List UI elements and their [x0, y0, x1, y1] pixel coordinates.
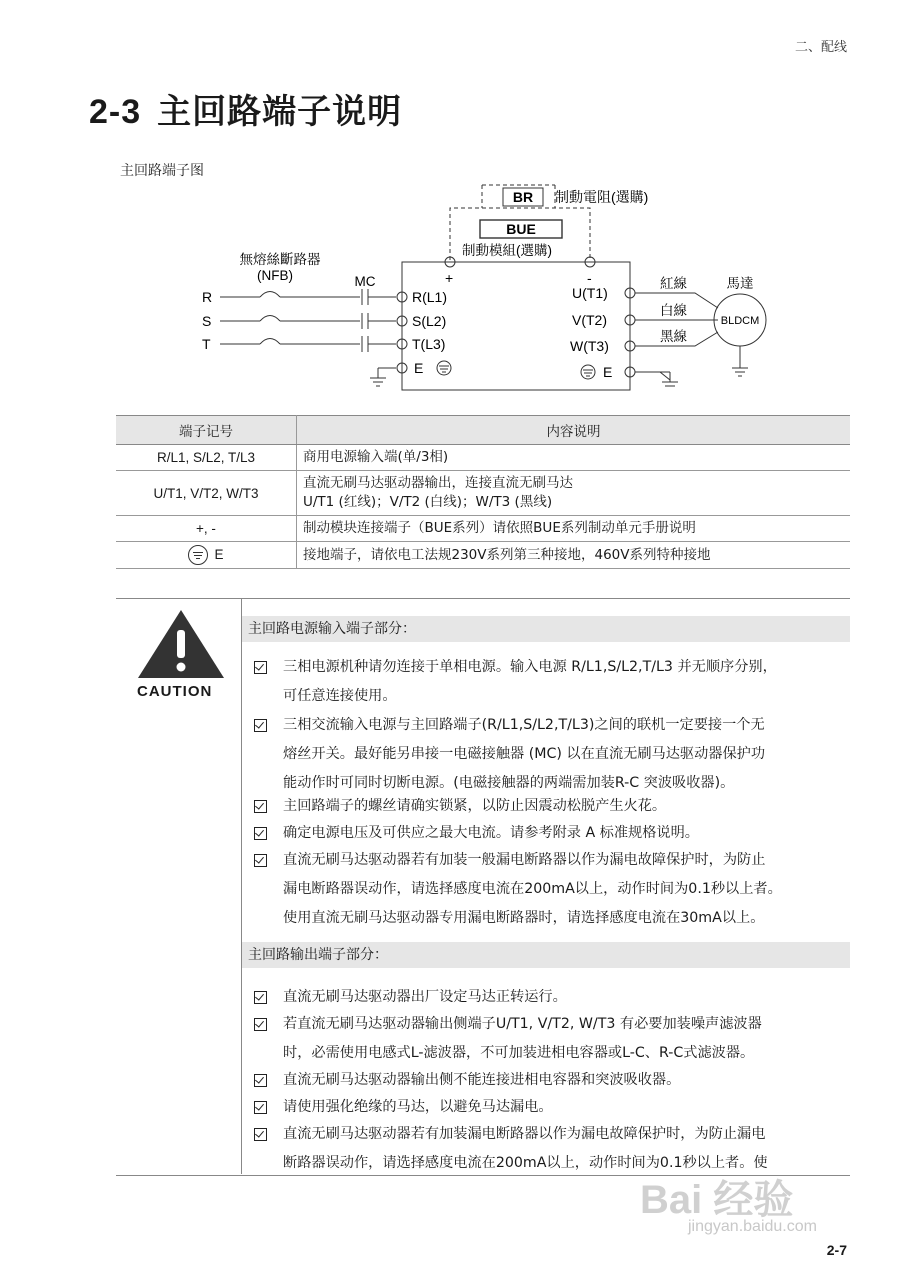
br-label: BR [512, 189, 534, 205]
item-line: 直流无刷马达驱动器若有加装一般漏电断路器以作为漏电故障保护时，为防止 [283, 852, 766, 868]
motor-bldcm: BLDCM [720, 315, 760, 327]
checkbox-icon [254, 827, 267, 840]
checkbox-icon [254, 1018, 267, 1031]
item-line: 直流无刷马达驱动器输出侧不能连接进相电容器和突波吸收器。 [283, 1072, 681, 1088]
diagram-caption: 主回路端子图 [120, 163, 204, 179]
terminal-wt3: W(T3) [570, 338, 609, 354]
terminal-rl1: R(L1) [412, 289, 448, 305]
wire-red: 紅線 [660, 276, 687, 291]
item-line: 三相交流输入电源与主回路端子(R/L1,S/L2,T/L3)之间的联机一定要接一个无 [283, 717, 765, 733]
wire-white: 白線 [660, 303, 687, 318]
item-line: 若直流无刷马达驱动器输出侧端子U/T1, V/T2, W/T3 有必要加装噪声滤波器 [283, 1016, 762, 1032]
input-s: S [202, 313, 212, 329]
table-cell-desc: 制动模块连接端子（BUE系列）请依照BUE系列制动单元手册说明 [297, 516, 851, 542]
item-line: 能动作时可同时切断电源。(电磁接触器的两端需加装R-C 突波吸收器)。 [283, 775, 735, 791]
item-line: 时，必需使用电感式L-滤波器，不可加装进相电容器或L-C、R-C式滤波器。 [283, 1045, 755, 1061]
nfb-abbr: (NFB) [257, 268, 293, 283]
table-row [116, 542, 850, 569]
table-header-desc: 内容说明 [297, 416, 851, 445]
table-cell-line: U/T1 (红线)；V/T2 (白线)；W/T3 (黑线) [303, 494, 553, 510]
terminal-plus: + [445, 270, 454, 286]
section-number: 2-3 [89, 93, 142, 131]
table-cell-symbol: R/L1, S/L2, T/L3 [116, 445, 297, 471]
table-header-row [116, 416, 850, 445]
checkbox-icon [254, 1074, 267, 1087]
table-cell-desc: 接地端子，请依电工法规230V系列第三种接地，460V系列特种接地 [297, 542, 851, 569]
input-r: R [202, 289, 213, 305]
table-row [116, 516, 850, 542]
item-line: 三相电源机种请勿连接于单相电源。输入电源 R/L1,S/L2,T/L3 并无顺序分别， [283, 659, 777, 675]
table-cell-desc [297, 471, 851, 516]
mc-label: MC [354, 274, 376, 289]
terminal-ut1: U(T1) [572, 285, 608, 301]
wire-black: 黑線 [660, 329, 687, 344]
ground-icon [188, 545, 208, 565]
table-header-symbol: 端子记号 [116, 416, 297, 445]
motor-label: 馬達 [726, 276, 754, 291]
checklist-item [254, 1010, 848, 1068]
terminal-table [116, 415, 850, 569]
item-line: 主回路端子的螺丝请确实锁紧，以防止因震动松脱产生火花。 [283, 798, 667, 814]
wiring-diagram [190, 180, 790, 395]
br-note: 制動電阻(選購) [555, 189, 649, 205]
caution-label: CAUTION [137, 683, 213, 700]
caution-divider [241, 598, 242, 1174]
checkbox-icon [254, 661, 267, 674]
terminal-sl2: S(L2) [412, 313, 447, 329]
checklist-item [254, 711, 848, 798]
bue-label: BUE [506, 221, 536, 237]
checklist-item [254, 983, 848, 1012]
table-cell-symbol [116, 542, 297, 569]
table-cell-symbol: U/T1, V/T2, W/T3 [116, 471, 297, 516]
ground-e-label: E [214, 547, 224, 562]
checklist-item [254, 653, 848, 711]
table-cell-symbol: +, - [116, 516, 297, 542]
bue-note: 制動模組(選購) [462, 243, 552, 258]
input-t: T [202, 336, 211, 352]
item-line: 确定电源电压及可供应之最大电流。请参考附录 A 标准规格说明。 [283, 825, 699, 841]
nfb-label: 無熔絲斷路器 [239, 252, 321, 267]
checkbox-icon [254, 1128, 267, 1141]
checklist-item [254, 846, 848, 933]
checkbox-icon [254, 1101, 267, 1114]
warning-icon [136, 608, 226, 680]
terminal-tl3: T(L3) [412, 336, 446, 352]
section-title-text: 主回路端子说明 [157, 92, 403, 132]
item-line: 请使用强化绝缘的马达，以避免马达漏电。 [283, 1099, 553, 1115]
item-line: 直流无刷马达驱动器出厂设定马达正转运行。 [283, 989, 567, 1005]
chapter-header: 二、配线 [794, 40, 847, 55]
item-line: 熔丝开关。最好能另串接一电磁接触器 (MC) 以在直流无刷马达驱动器保护功 [283, 746, 766, 762]
output-section-title: 主回路输出端子部分： [242, 942, 850, 968]
input-section-title: 主回路电源输入端子部分： [242, 616, 850, 642]
checkbox-icon [254, 854, 267, 867]
terminal-e-in: E [414, 360, 424, 376]
checklist-item [254, 792, 848, 821]
item-line: 漏电断路器误动作，请选择感度电流在200mA以上，动作时间为0.1秒以上者。 [283, 881, 782, 897]
table-cell-desc: 商用电源输入端(单/3相) [297, 445, 851, 471]
checklist-item [254, 1093, 848, 1122]
watermark-logo: Bai 经验 [640, 1178, 794, 1222]
item-line: 断路器误动作，请选择感度电流在200mA以上，动作时间为0.1秒以上者。使 [283, 1155, 768, 1171]
table-row [116, 471, 850, 516]
checkbox-icon [254, 991, 267, 1004]
terminal-minus: - [587, 270, 592, 286]
table-cell-line: 直流无刷马达驱动器输出，连接直流无刷马达 [303, 475, 573, 491]
terminal-e-out: E [603, 364, 613, 380]
watermark-url: jingyan.baidu.com [688, 1218, 817, 1235]
checkbox-icon [254, 800, 267, 813]
terminal-vt2: V(T2) [572, 312, 607, 328]
section-title [89, 84, 402, 133]
page-number: 2-7 [826, 1242, 847, 1258]
item-line: 使用直流无刷马达驱动器专用漏电断路器时，请选择感度电流在30mA以上。 [283, 910, 765, 926]
checklist-item [254, 1066, 848, 1095]
table-row [116, 445, 850, 471]
checkbox-icon [254, 719, 267, 732]
checklist-item [254, 819, 848, 848]
item-line: 可任意连接使用。 [283, 688, 397, 704]
item-line: 直流无刷马达驱动器若有加装漏电断路器以作为漏电故障保护时，为防止漏电 [283, 1126, 766, 1142]
